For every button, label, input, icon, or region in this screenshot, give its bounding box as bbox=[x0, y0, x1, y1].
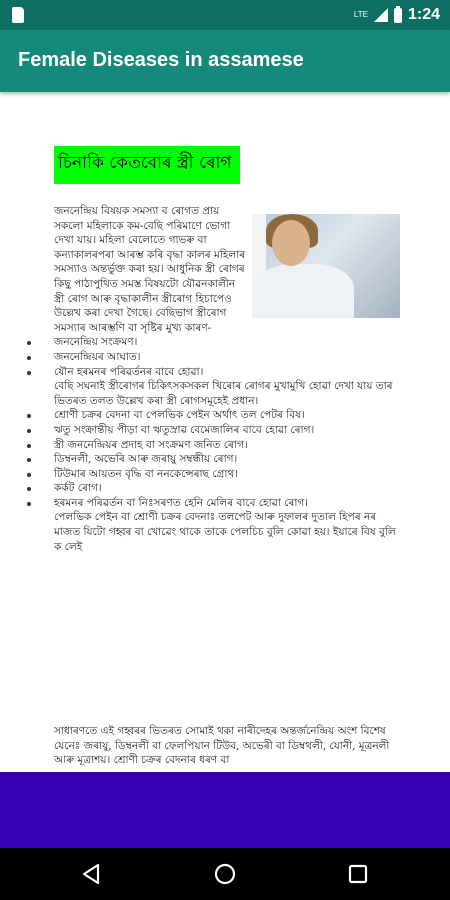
signal-icon bbox=[374, 8, 388, 22]
list-item-text: শ্ৰোণী চক্ৰৰ বেদনা বা পেলভিক পেইন অৰ্থাৎ তল পেটৰ বিষ। bbox=[54, 409, 305, 422]
article-photo bbox=[252, 214, 400, 318]
bullet-icon bbox=[27, 414, 31, 418]
bullet-icon bbox=[27, 356, 31, 360]
article-intro: জননেন্দ্ৰিয় বিষয়ক সমস্যা ব ৰোগত প্ৰায় সকলো মহিলাকে কম-বেছি পৰিমাণে ভোগা দেখা যায়। মহিলা বেলোতে গাভৰু বা কন্যাকালৰপৰা আৰম্ভ কৰি বৃদ্ধা কালৰ মহিলাৰ সমস্যাও অন্তৰ্ভুক্ত কৰা হয়। আধুনিক স্ত্ৰী ৰোগৰ কিছু পাঠ্যপুথিত সমস্ত বিষয়টো যৌৱনকালীন স্ত্ৰী ৰোগ আৰু বৃদ্ধাকালীন স্ত্ৰীৰোগ হিচাপেও উল্লেখ কৰা দেখা গৈছে। বেছিভাগ স্ত্ৰীৰোগ সমস্যাৰ আৰম্ভণি বা সৃষ্টিৰ মুখ্য কাৰণ- bbox=[54, 205, 246, 334]
article-body bbox=[54, 204, 400, 554]
bullet-icon bbox=[27, 502, 31, 506]
list-item bbox=[54, 452, 400, 467]
list-item bbox=[54, 438, 400, 453]
list-item-text: ডিম্বনলী, অভেৰি আৰু জৰায়ু সম্বন্ধীয় ৰোগ। bbox=[54, 453, 238, 466]
list-item bbox=[54, 481, 400, 496]
list-item-text: টিউমাৰ আয়তন বৃদ্ধি বা ননকেন্সেৰাছ গ্ৰোথ। bbox=[54, 467, 239, 480]
network-type: LTE bbox=[353, 10, 368, 19]
list-item-text: হৰমনৰ পৰিৱৰ্তন বা নিঃসৰণত হেনি মেলিৰ বাবে হোৱা ৰোগ। bbox=[54, 496, 308, 509]
article-tail: পেলভিক পেইন বা শ্ৰোণী চক্ৰৰ বেদনাঃ তলপেট আৰু দুফালৰ দুতাল হিপৰ নৰ মাজত যিটো গহ্বৰ বা খোৱেং থাকে তাকে পেলচিচ বুলি কোৱা হয়। ইয়াৰে বিষ বুলি ক লেই bbox=[54, 511, 396, 553]
bullet-icon bbox=[27, 487, 31, 491]
system-nav-bar bbox=[0, 848, 450, 900]
webview-content[interactable] bbox=[0, 92, 450, 772]
list-item bbox=[54, 496, 400, 511]
list-item bbox=[54, 365, 400, 380]
bottom-banner[interactable] bbox=[0, 772, 450, 848]
photo-body-shape bbox=[254, 264, 354, 318]
bullet-icon bbox=[27, 458, 31, 462]
list-item-text: কৰ্কট ৰোগ। bbox=[54, 482, 102, 495]
back-icon[interactable] bbox=[80, 862, 104, 886]
list-item-text: স্ত্ৰী জননেন্দ্ৰিয়ৰ প্ৰদাহ বা সংক্ৰমণ জনিত ৰোগ। bbox=[54, 438, 248, 451]
bullet-icon bbox=[27, 371, 31, 375]
sim-icon bbox=[12, 7, 24, 23]
bullet-icon bbox=[27, 444, 31, 448]
list-item bbox=[54, 467, 400, 482]
home-icon[interactable] bbox=[213, 862, 237, 886]
list-item-text: বেছি সঘনাই স্ত্ৰীৰোগৰ চিকিৎসকসকল খিৰোৰ ৰোগৰ মুখামুখি হোৱা দেখা যায় তাৰ ভিতৰত তলত উল্লেখ কৰা স্ত্ৰী ৰোগসমূহেই প্ৰধান। bbox=[54, 380, 393, 407]
article-footer-text: সাধাৰণতে এই গহ্বৰৰ ভিতৰত সোমাই থকা নাৰীদেহৰ অন্তৰ্জনেন্দ্ৰিয় অংশ বিশেষ যেনেঃ জৰায়ু, ডিম্বনলী বা ফেলপিয়ান টিউব, অভেৰী বা ডিম্বথলী, যোনী, মূত্ৰনলী আৰু মূত্ৰাশয়। শ্ৰোণী চক্ৰৰ বেদনাৰ ধৰণ বা bbox=[54, 725, 390, 767]
app-title: Female Diseases in assamese bbox=[18, 49, 304, 71]
list-item bbox=[54, 423, 400, 438]
status-icons bbox=[354, 5, 440, 25]
recent-apps-icon[interactable] bbox=[346, 862, 370, 886]
bullet-icon bbox=[27, 473, 31, 477]
list-item bbox=[54, 335, 400, 350]
list-item bbox=[54, 379, 400, 408]
cause-list bbox=[54, 335, 400, 510]
list-item-text: ঋতু সংক্ৰান্তীয় পীড়া বা ঋতুস্ৰাৱ বেমেজালিৰ বাবে হোৱা ৰোগ। bbox=[54, 423, 315, 436]
clock: 1:24 bbox=[407, 6, 440, 23]
list-item bbox=[54, 408, 400, 423]
list-item bbox=[54, 350, 400, 365]
list-item-text: জননেন্দ্ৰিয় সংক্ৰমণ। bbox=[54, 336, 138, 349]
battery-icon bbox=[394, 8, 402, 23]
bullet-icon bbox=[27, 429, 31, 433]
bullet-icon bbox=[27, 341, 31, 345]
app-bar bbox=[0, 30, 450, 92]
list-item-text: যৌন হৰমনৰ পৰিৱৰ্তনৰ বাবে হোৱা। bbox=[54, 365, 204, 378]
status-bar bbox=[0, 0, 450, 30]
list-item-text: জননেন্দ্ৰিয়ৰ আঘাত। bbox=[54, 350, 141, 363]
photo-head-shape bbox=[272, 220, 310, 266]
article-heading: চিনাকি কেতবোৰ স্ত্ৰী ৰোগ bbox=[54, 146, 240, 184]
